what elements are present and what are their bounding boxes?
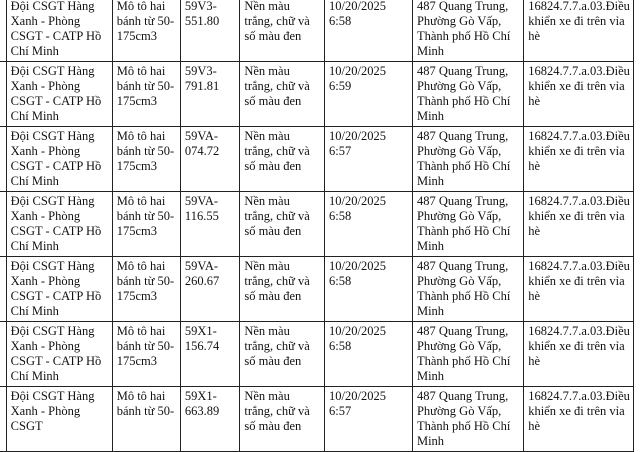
vehicle-type-cell: Mô tô hai bánh từ 50-175cm3 — [112, 257, 180, 322]
vehicle-type-cell: Mô tô hai bánh từ 50- — [112, 387, 180, 452]
vehicle-type-cell: Mô tô hai bánh từ 50-175cm3 — [112, 127, 180, 192]
time-cell: 10/20/2025 6:59 — [325, 62, 413, 127]
plate-color-cell: Nền màu trắng, chữ và số màu đen — [240, 62, 325, 127]
violation-cell: 16824.7.7.a.03.Điều khiển xe đi trên vỉa hè — [524, 387, 634, 452]
time-cell: 10/20/2025 6:57 — [325, 127, 413, 192]
table-row — [0, 62, 634, 127]
violation-cell: 16824.7.7.a.03.Điều khiển xe đi trên vỉa hè — [524, 257, 634, 322]
plate-color-cell: Nền màu trắng, chữ và số màu đen — [240, 387, 325, 452]
location-cell: 487 Quang Trung, Phường Gò Vấp, Thành phố Hồ Chí Minh — [412, 127, 523, 192]
unit-cell: Đội CSGT Hàng Xanh - Phòng CSGT - CATP Hồ Chí Minh — [6, 322, 112, 387]
plate-cell: 59V3-551.80 — [180, 0, 239, 62]
table-row — [0, 192, 634, 257]
plate-color-cell: Nền màu trắng, chữ và số màu đen — [240, 0, 325, 62]
location-cell: 487 Quang Trung, Phường Gò Vấp, Thành phố Hồ Chí Minh — [412, 192, 523, 257]
violation-cell: 16824.7.7.a.03.Điều khiển xe đi trên vỉa hè — [524, 62, 634, 127]
vehicle-type-cell: Mô tô hai bánh từ 50-175cm3 — [112, 0, 180, 62]
location-cell: 487 Quang Trung, Phường Gò Vấp, Thành phố Hồ Chí Minh — [412, 0, 523, 62]
table-row — [0, 387, 634, 452]
location-cell: 487 Quang Trung, Phường Gò Vấp, Thành phố Hồ Chí Minh — [412, 62, 523, 127]
unit-cell: Đội CSGT Hàng Xanh - Phòng CSGT — [6, 387, 112, 452]
plate-cell: 59V3-791.81 — [180, 62, 239, 127]
unit-cell: Đội CSGT Hàng Xanh - Phòng CSGT - CATP Hồ Chí Minh — [6, 257, 112, 322]
location-cell: 487 Quang Trung, Phường Gò Vấp, Thành phố Hồ Chí Minh — [412, 322, 523, 387]
vehicle-type-cell: Mô tô hai bánh từ 50-175cm3 — [112, 322, 180, 387]
vehicle-type-cell: Mô tô hai bánh từ 50-175cm3 — [112, 62, 180, 127]
table-row — [0, 127, 634, 192]
time-cell: 10/20/2025 6:58 — [325, 0, 413, 62]
violation-cell: 16824.7.7.a.03.Điều khiển xe đi trên vỉa hè — [524, 322, 634, 387]
table-row — [0, 322, 634, 387]
violation-cell: 16824.7.7.a.03.Điều khiển xe đi trên vỉa hè — [524, 127, 634, 192]
plate-cell: 59VA-116.55 — [180, 192, 239, 257]
location-cell: 487 Quang Trung, Phường Gò Vấp, Thành phố Hồ Chí Minh — [412, 257, 523, 322]
unit-cell: Đội CSGT Hàng Xanh - Phòng CSGT - CATP Hồ Chí Minh — [6, 192, 112, 257]
plate-color-cell: Nền màu trắng, chữ và số màu đen — [240, 322, 325, 387]
plate-color-cell: Nền màu trắng, chữ và số màu đen — [240, 192, 325, 257]
table-row — [0, 0, 634, 62]
plate-cell: 59X1-663.89 — [180, 387, 239, 452]
plate-color-cell: Nền màu trắng, chữ và số màu đen — [240, 127, 325, 192]
unit-cell: Đội CSGT Hàng Xanh - Phòng CSGT - CATP Hồ Chí Minh — [6, 62, 112, 127]
table-row — [0, 257, 634, 322]
location-cell: 487 Quang Trung, Phường Gò Vấp, Thành phố Hồ Chí Minh — [412, 387, 523, 452]
plate-color-cell: Nền màu trắng, chữ và số màu đen — [240, 257, 325, 322]
violation-cell: 16824.7.7.a.03.Điều khiển xe đi trên vỉa hè — [524, 0, 634, 62]
vehicle-type-cell: Mô tô hai bánh từ 50-175cm3 — [112, 192, 180, 257]
plate-cell: 59X1-156.74 — [180, 322, 239, 387]
time-cell: 10/20/2025 6:58 — [325, 322, 413, 387]
time-cell: 10/20/2025 6:58 — [325, 192, 413, 257]
unit-cell: Đội CSGT Hàng Xanh - Phòng CSGT - CATP Hồ Chí Minh — [6, 0, 112, 62]
plate-cell: 59VA-074.72 — [180, 127, 239, 192]
plate-cell: 59VA-260.67 — [180, 257, 239, 322]
violation-cell: 16824.7.7.a.03.Điều khiển xe đi trên vỉa hè — [524, 192, 634, 257]
unit-cell: Đội CSGT Hàng Xanh - Phòng CSGT - CATP Hồ Chí Minh — [6, 127, 112, 192]
time-cell: 10/20/2025 6:58 — [325, 257, 413, 322]
time-cell: 10/20/2025 6:57 — [325, 387, 413, 452]
